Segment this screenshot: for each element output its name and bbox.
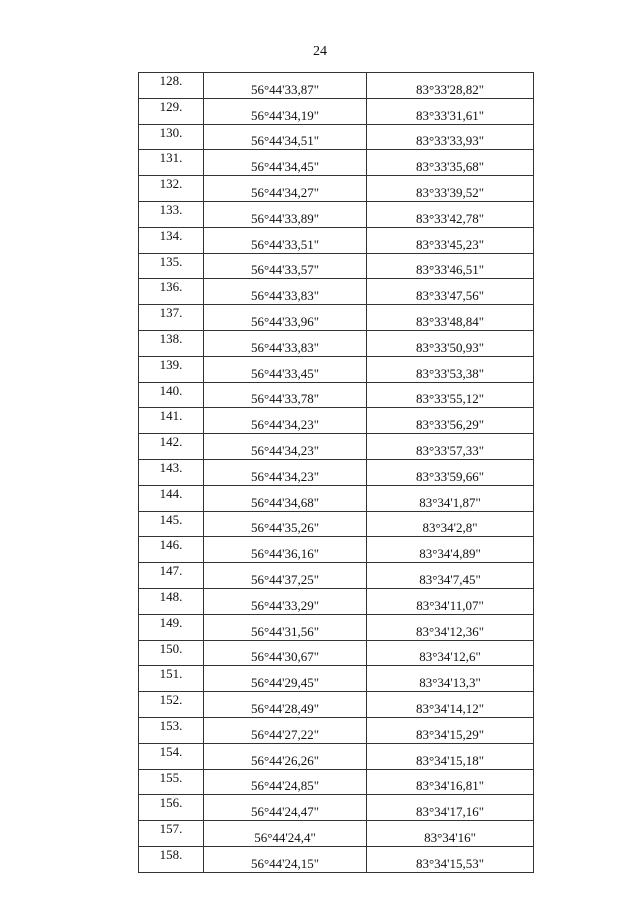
latitude-cell: 56°44'33,83" bbox=[204, 330, 367, 356]
point-number-cell: 153. bbox=[139, 717, 204, 743]
table-row bbox=[139, 769, 534, 795]
point-number-cell: 146. bbox=[139, 537, 204, 563]
point-number-cell: 130. bbox=[139, 124, 204, 150]
longitude-cell: 83°34'12,36" bbox=[367, 614, 534, 640]
point-number-cell: 139. bbox=[139, 356, 204, 382]
point-number-cell: 143. bbox=[139, 459, 204, 485]
point-number-cell: 149. bbox=[139, 614, 204, 640]
table-row bbox=[139, 717, 534, 743]
longitude-cell: 83°34'15,53" bbox=[367, 846, 534, 872]
longitude-cell: 83°34'11,07" bbox=[367, 588, 534, 614]
longitude-cell: 83°33'56,29" bbox=[367, 408, 534, 434]
table-row bbox=[139, 640, 534, 666]
longitude-cell: 83°34'16,81" bbox=[367, 769, 534, 795]
longitude-cell: 83°33'47,56" bbox=[367, 279, 534, 305]
longitude-cell: 83°33'50,93" bbox=[367, 330, 534, 356]
longitude-cell: 83°33'39,52" bbox=[367, 176, 534, 202]
longitude-cell: 83°34'2,8" bbox=[367, 511, 534, 537]
latitude-cell: 56°44'33,96" bbox=[204, 305, 367, 331]
latitude-cell: 56°44'34,23" bbox=[204, 434, 367, 460]
latitude-cell: 56°44'33,78" bbox=[204, 382, 367, 408]
longitude-cell: 83°34'15,29" bbox=[367, 717, 534, 743]
table-row bbox=[139, 227, 534, 253]
latitude-cell: 56°44'34,27" bbox=[204, 176, 367, 202]
table-row bbox=[139, 176, 534, 202]
latitude-cell: 56°44'37,25" bbox=[204, 563, 367, 589]
latitude-cell: 56°44'24,47" bbox=[204, 795, 367, 821]
point-number-cell: 152. bbox=[139, 692, 204, 718]
table-row bbox=[139, 511, 534, 537]
table-row bbox=[139, 305, 534, 331]
longitude-cell: 83°33'59,66" bbox=[367, 459, 534, 485]
latitude-cell: 56°44'24,15" bbox=[204, 846, 367, 872]
table-row bbox=[139, 124, 534, 150]
table-row bbox=[139, 356, 534, 382]
longitude-cell: 83°33'33,93" bbox=[367, 124, 534, 150]
table-row bbox=[139, 614, 534, 640]
table-row bbox=[139, 588, 534, 614]
point-number-cell: 128. bbox=[139, 73, 204, 99]
latitude-cell: 56°44'33,83" bbox=[204, 279, 367, 305]
latitude-cell: 56°44'24,85" bbox=[204, 769, 367, 795]
point-number-cell: 131. bbox=[139, 150, 204, 176]
table-row bbox=[139, 563, 534, 589]
table-row bbox=[139, 821, 534, 847]
longitude-cell: 83°34'16" bbox=[367, 821, 534, 847]
table-row bbox=[139, 459, 534, 485]
longitude-cell: 83°33'28,82" bbox=[367, 73, 534, 99]
latitude-cell: 56°44'26,26" bbox=[204, 743, 367, 769]
point-number-cell: 134. bbox=[139, 227, 204, 253]
longitude-cell: 83°33'31,61" bbox=[367, 98, 534, 124]
point-number-cell: 158. bbox=[139, 846, 204, 872]
longitude-cell: 83°33'35,68" bbox=[367, 150, 534, 176]
latitude-cell: 56°44'33,29" bbox=[204, 588, 367, 614]
latitude-cell: 56°44'33,51" bbox=[204, 227, 367, 253]
table-row bbox=[139, 485, 534, 511]
table-row bbox=[139, 330, 534, 356]
latitude-cell: 56°44'27,22" bbox=[204, 717, 367, 743]
longitude-cell: 83°33'53,38" bbox=[367, 356, 534, 382]
table-row bbox=[139, 743, 534, 769]
table-row bbox=[139, 692, 534, 718]
latitude-cell: 56°44'31,56" bbox=[204, 614, 367, 640]
latitude-cell: 56°44'34,68" bbox=[204, 485, 367, 511]
latitude-cell: 56°44'24,4" bbox=[204, 821, 367, 847]
point-number-cell: 137. bbox=[139, 305, 204, 331]
latitude-cell: 56°44'33,89" bbox=[204, 201, 367, 227]
point-number-cell: 151. bbox=[139, 666, 204, 692]
longitude-cell: 83°34'17,16" bbox=[367, 795, 534, 821]
table-row bbox=[139, 846, 534, 872]
longitude-cell: 83°34'1,87" bbox=[367, 485, 534, 511]
latitude-cell: 56°44'30,67" bbox=[204, 640, 367, 666]
point-number-cell: 148. bbox=[139, 588, 204, 614]
table-row bbox=[139, 201, 534, 227]
table-row bbox=[139, 666, 534, 692]
latitude-cell: 56°44'33,87" bbox=[204, 73, 367, 99]
longitude-cell: 83°33'55,12" bbox=[367, 382, 534, 408]
point-number-cell: 150. bbox=[139, 640, 204, 666]
point-number-cell: 157. bbox=[139, 821, 204, 847]
latitude-cell: 56°44'36,16" bbox=[204, 537, 367, 563]
latitude-cell: 56°44'33,45" bbox=[204, 356, 367, 382]
point-number-cell: 147. bbox=[139, 563, 204, 589]
point-number-cell: 138. bbox=[139, 330, 204, 356]
point-number-cell: 144. bbox=[139, 485, 204, 511]
longitude-cell: 83°33'45,23" bbox=[367, 227, 534, 253]
latitude-cell: 56°44'34,45" bbox=[204, 150, 367, 176]
coordinates-table-body bbox=[139, 73, 534, 873]
point-number-cell: 154. bbox=[139, 743, 204, 769]
latitude-cell: 56°44'35,26" bbox=[204, 511, 367, 537]
latitude-cell: 56°44'33,57" bbox=[204, 253, 367, 279]
longitude-cell: 83°34'15,18" bbox=[367, 743, 534, 769]
latitude-cell: 56°44'34,23" bbox=[204, 459, 367, 485]
longitude-cell: 83°34'7,45" bbox=[367, 563, 534, 589]
point-number-cell: 135. bbox=[139, 253, 204, 279]
latitude-cell: 56°44'29,45" bbox=[204, 666, 367, 692]
point-number-cell: 136. bbox=[139, 279, 204, 305]
table-row bbox=[139, 408, 534, 434]
longitude-cell: 83°34'12,6" bbox=[367, 640, 534, 666]
point-number-cell: 145. bbox=[139, 511, 204, 537]
longitude-cell: 83°34'4,89" bbox=[367, 537, 534, 563]
table-row bbox=[139, 795, 534, 821]
point-number-cell: 141. bbox=[139, 408, 204, 434]
point-number-cell: 140. bbox=[139, 382, 204, 408]
longitude-cell: 83°34'13,3" bbox=[367, 666, 534, 692]
table-row bbox=[139, 73, 534, 99]
latitude-cell: 56°44'34,23" bbox=[204, 408, 367, 434]
longitude-cell: 83°33'42,78" bbox=[367, 201, 534, 227]
point-number-cell: 155. bbox=[139, 769, 204, 795]
latitude-cell: 56°44'34,19" bbox=[204, 98, 367, 124]
page-number: 24 bbox=[313, 44, 327, 59]
point-number-cell: 156. bbox=[139, 795, 204, 821]
point-number-cell: 129. bbox=[139, 98, 204, 124]
latitude-cell: 56°44'34,51" bbox=[204, 124, 367, 150]
table-row bbox=[139, 279, 534, 305]
point-number-cell: 133. bbox=[139, 201, 204, 227]
longitude-cell: 83°33'48,84" bbox=[367, 305, 534, 331]
longitude-cell: 83°34'14,12" bbox=[367, 692, 534, 718]
table-row bbox=[139, 98, 534, 124]
latitude-cell: 56°44'28,49" bbox=[204, 692, 367, 718]
table-row bbox=[139, 253, 534, 279]
longitude-cell: 83°33'57,33" bbox=[367, 434, 534, 460]
table-row bbox=[139, 537, 534, 563]
point-number-cell: 142. bbox=[139, 434, 204, 460]
table-row bbox=[139, 150, 534, 176]
table-row bbox=[139, 434, 534, 460]
coordinates-table bbox=[138, 72, 534, 873]
table-row bbox=[139, 382, 534, 408]
point-number-cell: 132. bbox=[139, 176, 204, 202]
longitude-cell: 83°33'46,51" bbox=[367, 253, 534, 279]
